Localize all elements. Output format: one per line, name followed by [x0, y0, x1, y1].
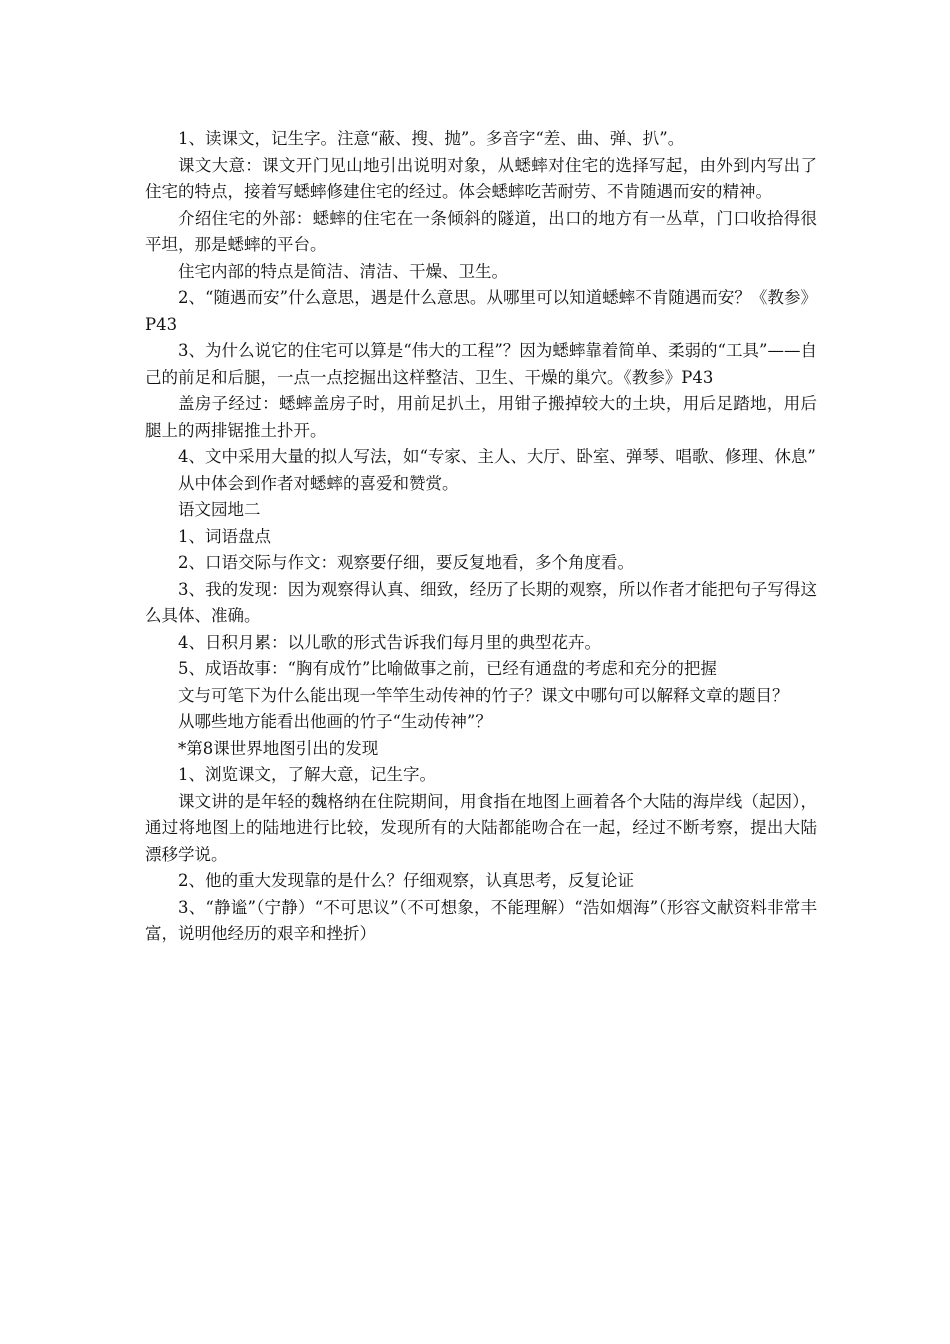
paragraph: 3、我的发现：因为观察得认真、细致，经历了长期的观察，所以作者才能把句子写得这么具体、准确。: [145, 579, 817, 625]
paragraph: 1、浏览课文，了解大意，记生字。: [178, 765, 436, 784]
section-heading: *第8课世界地图引出的发现: [178, 738, 379, 758]
paragraph: 课文大意：课文开门见山地引出说明对象，从蟋蟀对住宅的选择写起，由外到内写出了住宅的特点，接着写蟋蟀修建住宅的经过。体会蟋蟀吃苦耐劳、不肯随遇而安的精神。: [145, 155, 817, 201]
paragraph: 2、“随遇而安”什么意思，遇是什么意思。从哪里可以知道蟋蟀不肯随遇而安？《教参》P43: [145, 288, 817, 334]
paragraph: 1、词语盘点: [178, 526, 271, 546]
paragraph: 介绍住宅的外部：蟋蟀的住宅在一条倾斜的隧道，出口的地方有一丛草，门口收拾得很平坦，那是蟋蟀的平台。: [145, 208, 817, 254]
paragraph: 2、他的重大发现靠的是什么？仔细观察，认真思考，反复论证: [178, 871, 634, 890]
paragraph: 3、“静谧”（宁静）“不可思议”（不可想象，不能理解）“浩如烟海”（形容文献资料非常丰富，说明他经历的艰辛和挫折）: [145, 897, 817, 943]
paragraph: 盖房子经过：蟋蟀盖房子时，用前足扒土，用钳子搬掉较大的土块，用后足踏地，用后腿上的两排锯推土扑开。: [145, 394, 817, 440]
paragraph: 2、口语交际与作文：观察要仔细，要反复地看，多个角度看。: [178, 553, 634, 572]
paragraph: 课文讲的是年轻的魏格纳在住院期间，用食指在地图上画着各个大陆的海岸线（起因），通过将地图上的陆地进行比较，发现所有的大陆都能吻合在一起，经过不断考察，提出大陆漂移学说。: [145, 791, 817, 864]
paragraph: 从哪些地方能看出他画的竹子“生动传神”？: [178, 712, 492, 731]
document-body: [145, 126, 817, 948]
paragraph: 1、读课文，记生字。注意“蔽、搜、抛”。多音字“差、曲、弹、扒”。: [178, 129, 685, 148]
paragraph: 4、文中采用大量的拟人写法，如“专家、主人、大厅、卧室、弹琴、唱歌、修理、休息”: [178, 447, 816, 466]
paragraph: 住宅内部的特点是简洁、清洁、干燥、卫生。: [178, 261, 508, 281]
paragraph: 从中体会到作者对蟋蟀的喜爱和赞赏。: [178, 473, 459, 493]
paragraph: 3、为什么说它的住宅可以算是“伟大的工程”？因为蟋蟀靠着简单、柔弱的“工具”——自己的前足和后腿，一点一点挖掘出这样整洁、卫生、干燥的巢穴。《教参》P43: [145, 341, 817, 387]
paragraph: 4、日积月累：以儿歌的形式告诉我们每月里的典型花卉。: [178, 632, 601, 652]
section-heading: 语文园地二: [178, 500, 261, 519]
paragraph: 5、成语故事：“胸有成竹”比喻做事之前，已经有通盘的考虑和充分的把握: [178, 659, 717, 678]
paragraph: 文与可笔下为什么能出现一竿竿生动传神的竹子？课文中哪句可以解释文章的题目？: [178, 685, 789, 705]
